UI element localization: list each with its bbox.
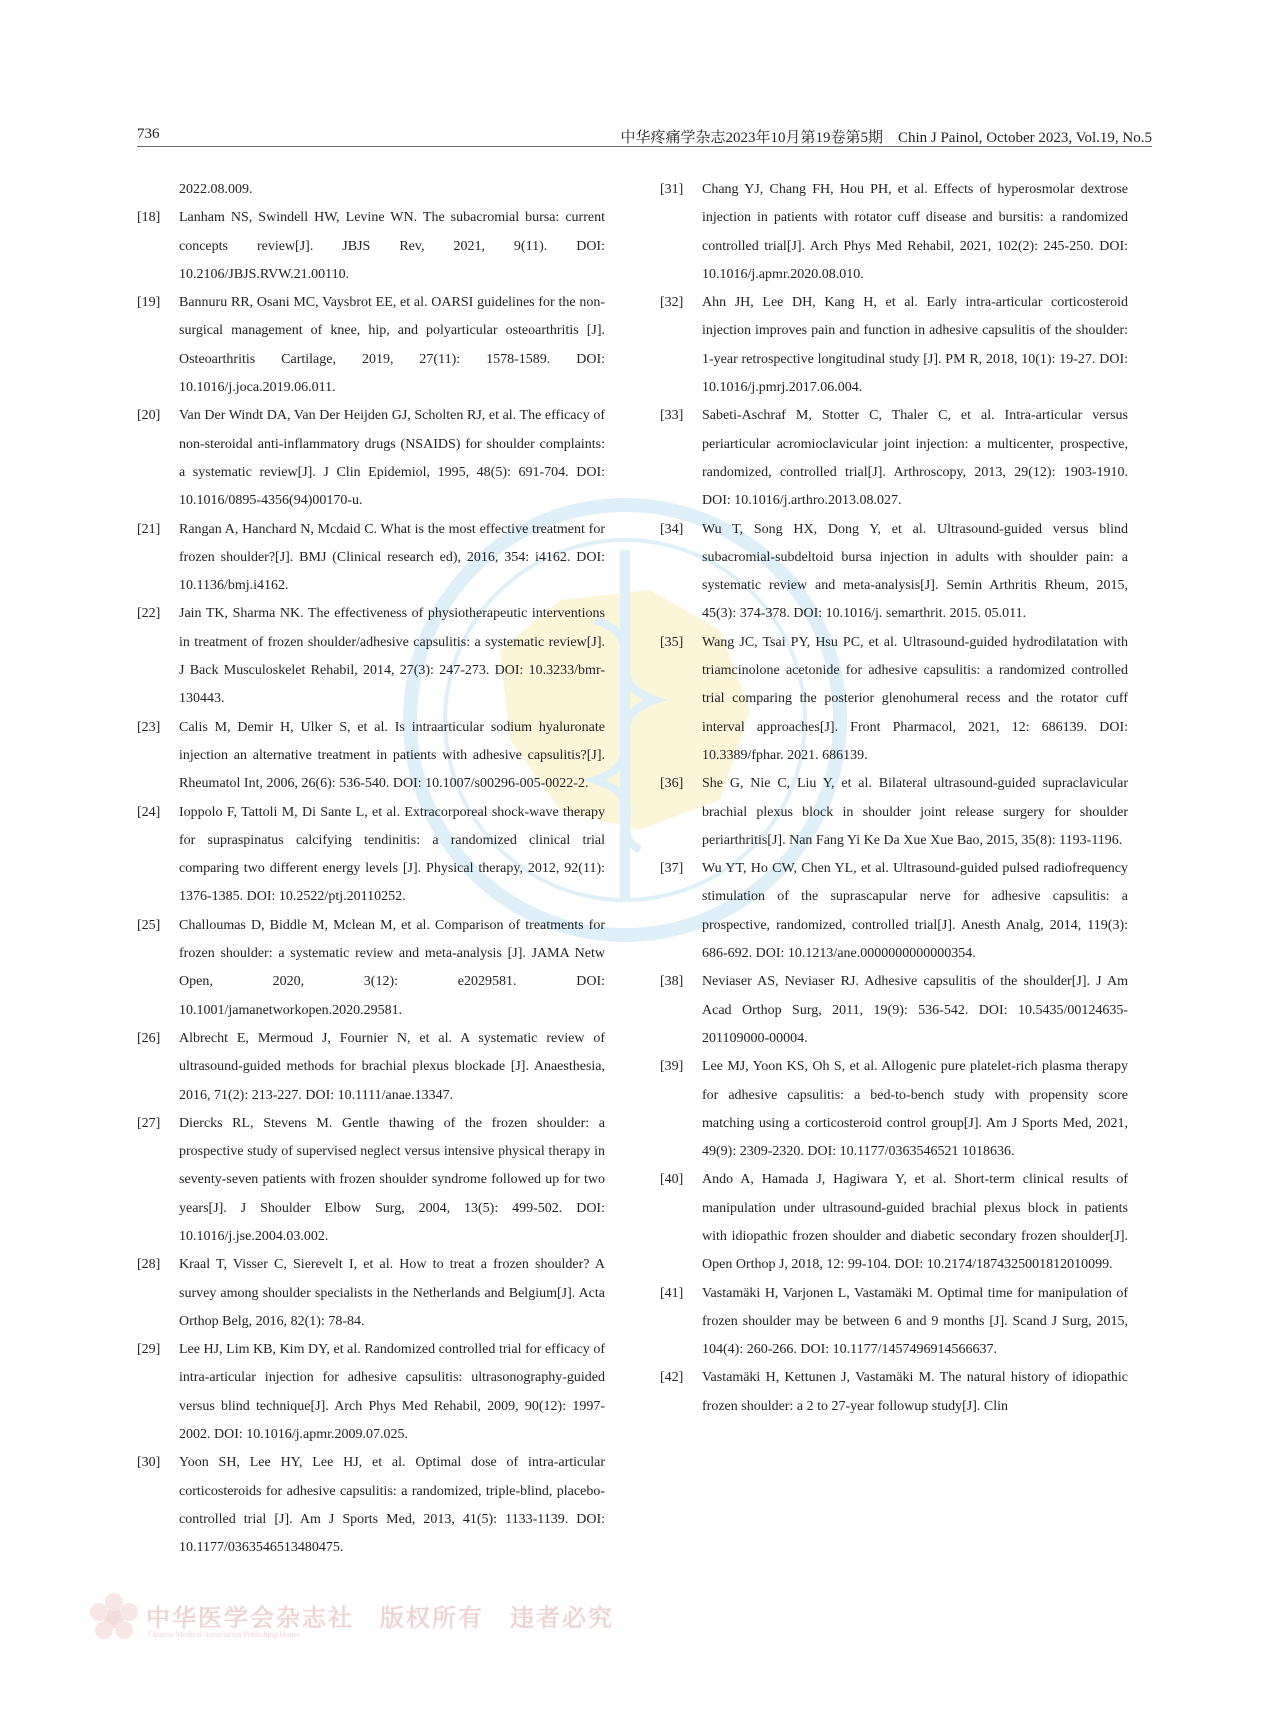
reference-text: Chang YJ, Chang FH, Hou PH, et al. Effects of hyperosmolar dextrose injection in patients with rotator cuff disease and bursitis: a randomized controlled trial[J]. Arch Phys Med Rehabil, 2021, 102(2): 245-250. DOI: 10.1016/j.apmr.2020.08.010. [702, 182, 1128, 282]
reference-text: Wu YT, Ho CW, Chen YL, et al. Ultrasound-guided pulsed radiofrequency stimulation of the suprascapular nerve for adhesive capsulitis: a prospective, randomized, controlled trial[J]. Anesth Analg, 2014, 119(3): 686-692. DOI: 10.1213/ane.0000000000000354. [702, 861, 1128, 962]
reference-item [137, 1110, 605, 1251]
reference-number: [22] [137, 606, 161, 622]
reference-item [660, 289, 1128, 402]
reference-item [137, 1251, 605, 1336]
reference-number: [40] [660, 1172, 684, 1188]
publisher-watermark [86, 1590, 614, 1650]
reference-item [137, 912, 605, 1025]
reference-text: Neviaser AS, Neviaser RJ. Adhesive capsulitis of the shoulder[J]. J Am Acad Orthop Surg, 2011, 19(9): 536-542. DOI: 10.5435/00124635-201109000-00004. [702, 974, 1128, 1046]
reference-text: Bannuru RR, Osani MC, Vaysbrot EE, et al. OARSI guidelines for the non-surgical management of knee, hip, and polyarticular osteoarthritis [J]. Osteoarthritis Cartilage, 2019, 27(11): 1578-1589. DOI: 10.1016/j.joca.2019.06.011. [179, 295, 605, 396]
reference-item [137, 204, 605, 289]
reference-number: [20] [137, 408, 161, 424]
reference-item [660, 402, 1128, 515]
reference-text: Diercks RL, Stevens M. Gentle thawing of the frozen shoulder: a prospective study of supervised neglect versus intensive physical therapy in seventy-seven patients with frozen shoulder syndrome followed up for two years[J]. J Shoulder Elbow Surg, 2004, 13(5): 499-502. DOI: 10.1016/j.jse.2004.03.002. [179, 1115, 605, 1244]
reference-item [660, 1166, 1128, 1279]
reference-number: [28] [137, 1257, 161, 1273]
reference-text: Calis M, Demir H, Ulker S, et al. Is intraarticular sodium hyaluronate injection an alternative treatment in patients with adhesive capsulitis?[J]. Rheumatol Int, 2006, 26(6): 536-540. DOI: 10.1007/s00296-005-0022-2. [179, 719, 605, 792]
flower-logo-icon [86, 1590, 142, 1646]
reference-number: [23] [137, 719, 161, 735]
reference-text: Lanham NS, Swindell HW, Levine WN. The subacromial bursa: current concepts review[J]. JBJS Rev, 2021, 9(11). DOI: 10.2106/JBJS.RVW.21.00110. [179, 210, 605, 282]
reference-number: [24] [137, 804, 161, 820]
publisher-rights-text: 中华医学会杂志社 版权所有 违者必究 [146, 1606, 614, 1632]
reference-item [137, 1025, 605, 1110]
reference-item [660, 855, 1128, 968]
reference-number: [36] [660, 776, 684, 792]
running-header [137, 124, 1152, 147]
reference-item [137, 402, 605, 515]
reference-number: [27] [137, 1115, 161, 1131]
references-right-column [660, 176, 1128, 1421]
publisher-english-name: Chinese Medical Association Publishing House [148, 1630, 300, 1639]
reference-text: Rangan A, Hanchard N, Mcdaid C. What is the most effective treatment for frozen shoulder?[J]. BMJ (Clinical research ed), 2016, 354: i4162. DOI: 10.1136/bmj.i4162. [179, 521, 605, 594]
reference-number: [35] [660, 634, 684, 650]
reference-text: Wu T, Song HX, Dong Y, et al. Ultrasound-guided versus blind subacromial-subdeltoid bursa injection in adults with shoulder pain: a systematic review and meta-analysis[J]. Semin Arthritis Rheum, 2015, 45(3): 374-378. DOI: 10.1016/j. semarthrit. 2015. 05.011. [702, 521, 1128, 622]
reference-continuation: 2022.08.009. [179, 182, 253, 197]
reference-item [660, 968, 1128, 1053]
reference-number: [29] [137, 1342, 161, 1358]
reference-text: Lee HJ, Lim KB, Kim DY, et al. Randomized controlled trial for efficacy of intra-articular injection for adhesive capsulitis: ultrasonography-guided versus blind technique[J]. Arch Phys Med Rehabil, 2009, 90(12): 1997-2002. DOI: 10.1016/j.apmr.2009.07.025. [179, 1342, 605, 1443]
reference-number: [39] [660, 1059, 684, 1075]
reference-item [660, 629, 1128, 770]
reference-item [660, 1364, 1128, 1421]
reference-item [137, 289, 605, 402]
reference-item [660, 1280, 1128, 1365]
reference-text: Ahn JH, Lee DH, Kang H, et al. Early intra-articular corticosteroid injection improves pain and function in adhesive capsulitis of the shoulder: 1-year retrospective longitudinal study [J]. PM R, 2018, 10(1): 19-27. DOI: 10.1016/j.pmrj.2017.06.004. [702, 295, 1128, 396]
reference-text: Challoumas D, Biddle M, Mclean M, et al. Comparison of treatments for frozen shoulder: a systematic review and meta-analysis [J]. JAMA Netw Open, 2020, 3(12): e2029581. DOI: 10.1001/jamanetworkopen.2020.29581. [179, 917, 605, 1018]
journal-citation: 中华疼痛学杂志2023年10月第19卷第5期 Chin J Painol, October 2023, Vol.19, No.5 [620, 130, 1152, 146]
reference-text: Kraal T, Visser C, Sierevelt I, et al. How to treat a frozen shoulder? A survey among shoulder specialists in the Netherlands and Belgium[J]. Acta Orthop Belg, 2016, 82(1): 78-84. [179, 1257, 605, 1329]
reference-number: [37] [660, 861, 684, 877]
reference-item [660, 1053, 1128, 1166]
reference-item [137, 799, 605, 912]
reference-text: Wang JC, Tsai PY, Hsu PC, et al. Ultrasound-guided hydrodilatation with triamcinolone acetonide for adhesive capsulitis: a randomized controlled trial comparing the posterior glenohumeral recess and the rotator cuff interval approaches[J]. Front Pharmacol, 2021, 12: 686139. DOI: 10.3389/fphar. 2021. 686139. [702, 634, 1128, 763]
reference-number: [32] [660, 295, 684, 311]
reference-item [660, 176, 1128, 289]
reference-item [137, 1449, 605, 1562]
reference-text: Van Der Windt DA, Van Der Heijden GJ, Scholten RJ, et al. The efficacy of non-steroidal anti-inflammatory drugs (NSAIDS) for shoulder complaints: a systematic review[J]. J Clin Epidemiol, 1995, 48(5): 691-704. DOI: 10.1016/0895-4356(94)00170-u. [179, 408, 605, 509]
reference-number: [41] [660, 1285, 684, 1301]
reference-number: [38] [660, 974, 684, 990]
reference-text: Albrecht E, Mermoud J, Fournier N, et al. A systematic review of ultrasound-guided methods for brachial plexus blockade [J]. Anaesthesia, 2016, 71(2): 213-227. DOI: 10.1111/anae.13347. [179, 1030, 605, 1103]
reference-number: [34] [660, 521, 684, 537]
references-left-column [137, 176, 605, 1563]
reference-item [137, 714, 605, 799]
reference-text: Ioppolo F, Tattoli M, Di Sante L, et al. Extracorporeal shock-wave therapy for supraspinatus calcifying tendinitis: a randomized clinical trial comparing two different energy levels [J]. Physical therapy, 2012, 92(11): 1376-1385. DOI: 10.2522/ptj.20110252. [179, 804, 605, 905]
reference-text: Vastamäki H, Kettunen J, Vastamäki M. The natural history of idiopathic frozen shoulder: a 2 to 27-year followup study[J]. Clin [702, 1370, 1128, 1414]
reference-number: [30] [137, 1455, 161, 1471]
reference-text: Lee MJ, Yoon KS, Oh S, et al. Allogenic pure platelet-rich plasma therapy for adhesive capsulitis: a bed-to-bench study with propensity score matching using a corticosteroid control group[J]. Am J Sports Med, 2021, 49(9): 2309-2320. DOI: 10.1177/0363546521 1018636. [702, 1059, 1128, 1160]
reference-number: [26] [137, 1030, 161, 1046]
reference-number: [33] [660, 408, 684, 424]
reference-item [137, 516, 605, 601]
reference-item [660, 770, 1128, 855]
reference-item [137, 1336, 605, 1449]
reference-number: [25] [137, 917, 161, 933]
reference-number: [19] [137, 295, 161, 311]
reference-text: Sabeti-Aschraf M, Stotter C, Thaler C, et al. Intra-articular versus periarticular acromioclavicular joint injection: a multicenter, prospective, randomized, controlled trial[J]. Arthroscopy, 2013, 29(12): 1903-1910. DOI: 10.1016/j.arthro.2013.08.027. [702, 408, 1128, 509]
reference-number: [42] [660, 1370, 684, 1386]
reference-text: Ando A, Hamada J, Hagiwara Y, et al. Short-term clinical results of manipulation under ultrasound-guided brachial plexus block in patients with idiopathic frozen shoulder and diabetic secondary frozen shoulder[J]. Open Orthop J, 2018, 12: 99-104. DOI: 10.2174/1874325001812010099. [702, 1172, 1128, 1273]
reference-text: Jain TK, Sharma NK. The effectiveness of physiotherapeutic interventions in treatment of frozen shoulder/adhesive capsulitis: a systematic review[J]. J Back Musculoskelet Rehabil, 2014, 27(3): 247-273. DOI: 10.3233/bmr-130443. [179, 606, 605, 707]
reference-text: She G, Nie C, Liu Y, et al. Bilateral ultrasound-guided supraclavicular brachial plexus block in shoulder joint release surgery for shoulder periarthritis[J]. Nan Fang Yi Ke Da Xue Xue Bao, 2015, 35(8): 1193-1196. [702, 776, 1128, 848]
reference-number: [21] [137, 521, 161, 537]
reference-number: [31] [660, 182, 684, 197]
reference-item [660, 516, 1128, 629]
reference-text: Yoon SH, Lee HY, Lee HJ, et al. Optimal dose of intra-articular corticosteroids for adhesive capsulitis: a randomized, triple-blind, placebo-controlled trial [J]. Am J Sports Med, 2013, 41(5): 1133-1139. DOI: 10.1177/0363546513480475. [179, 1455, 605, 1556]
page-number: 736 [137, 126, 160, 142]
reference-item [137, 600, 605, 713]
reference-number: [18] [137, 210, 161, 226]
reference-text: Vastamäki H, Varjonen L, Vastamäki M. Optimal time for manipulation of frozen shoulder may be between 6 and 9 months [J]. Scand J Surg, 2015, 104(4): 260-266. DOI: 10.1177/1457496914566637. [702, 1285, 1128, 1358]
